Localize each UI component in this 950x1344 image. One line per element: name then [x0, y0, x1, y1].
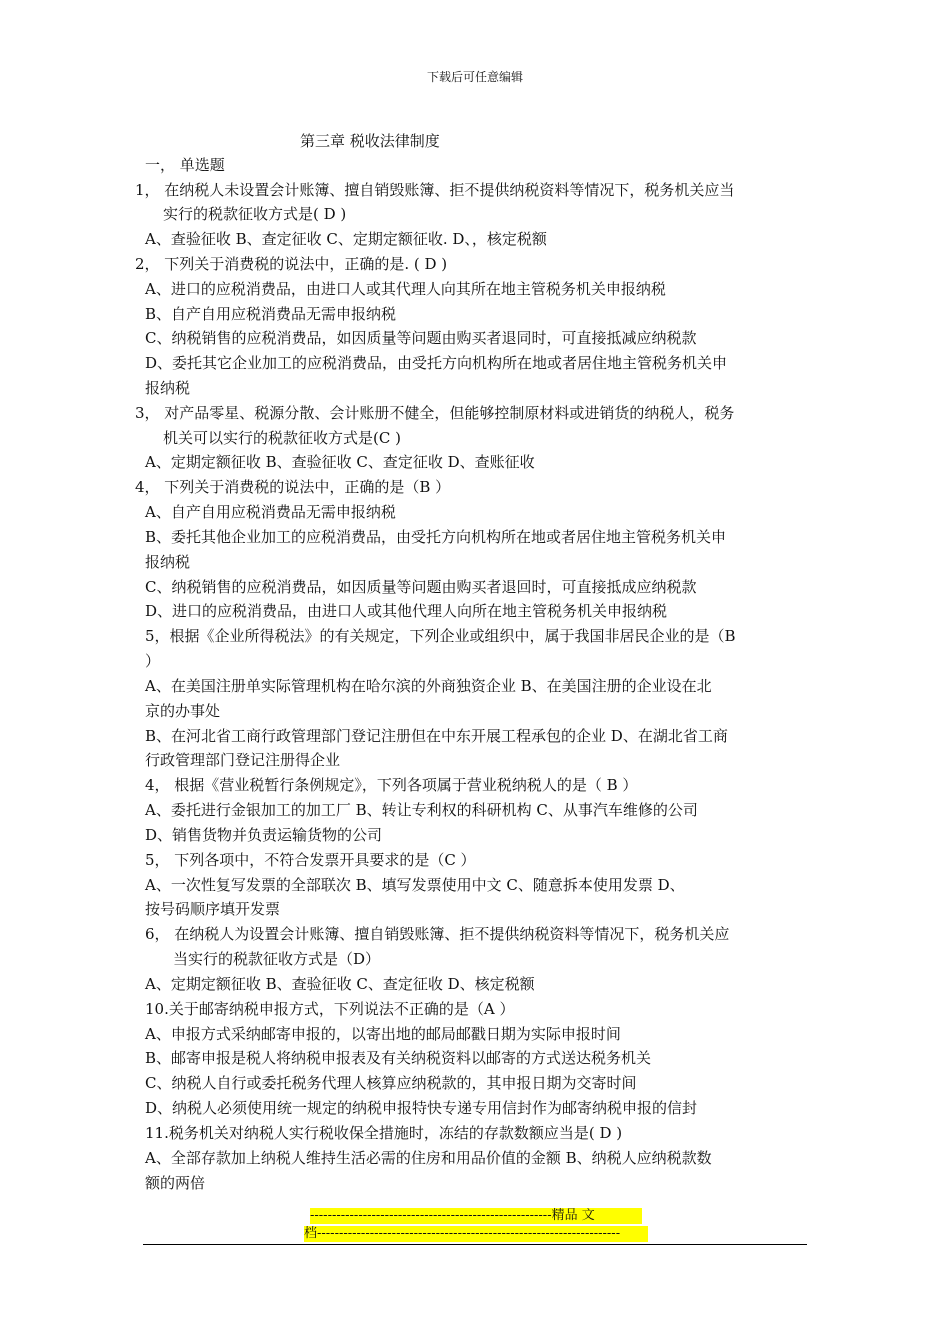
question-10-option-b: B、邮寄申报是税人将纳税申报表及有关纳税资料以邮寄的方式送达税务机关	[145, 1049, 652, 1067]
footer-watermark-line-2: 档---------------------------------------------------------------------	[304, 1226, 648, 1242]
question-3-stem: 3， 对产品零星、税源分散、会计账册不健全，但能够控制原材料或进销货的纳税人，税务	[135, 404, 735, 422]
question-7-options: A、一次性复写发票的全部联次 B、填写发票使用中文 C、随意拆本使用发票 D、	[145, 876, 685, 894]
chapter-title: 第三章 税收法律制度	[300, 132, 440, 150]
question-4-stem: 4， 下列关于消费税的说法中，正确的是（B ）	[135, 478, 451, 496]
question-5-stem: 5，根据《企业所得税法》的有关规定，下列企业或组织中，属于我国非居民企业的是（B	[145, 627, 736, 645]
question-8-stem: 6， 在纳税人为设置会计账簿、擅自销毁账簿、拒不提供纳税资料等情况下，税务机关应	[145, 925, 730, 943]
question-11-options: A、全部存款加上纳税人维持生活必需的住房和用品价值的金额 B、纳税人应纳税款数	[145, 1149, 712, 1167]
question-6-option-d: D、销售货物并负责运输货物的公司	[145, 826, 383, 844]
question-6-options: A、委托进行金银加工的加工厂 B、转让专利权的科研机构 C、从事汽车维修的公司	[145, 801, 698, 819]
question-2-stem: 2， 下列关于消费税的说法中，正确的是. ( D )	[135, 255, 448, 273]
question-10-stem: 10.关于邮寄纳税申报方式，下列说法不正确的是（A ）	[145, 1000, 515, 1018]
question-2-option-a: A、进口的应税消费品，由进口人或其代理人向其所在地主管税务机关申报纳税	[145, 280, 666, 298]
question-4-option-b: B、委托其他企业加工的应税消费品，由受托方向机构所在地或者居住地主管税务机关申	[145, 528, 727, 546]
question-2-option-c: C、纳税销售的应税消费品，如因质量等问题由购买者退同时，可直接抵减应纳税款	[145, 329, 697, 347]
question-5-stem-cont: ）	[145, 652, 161, 670]
question-4-option-a: A、自产自用应税消费品无需申报纳税	[145, 503, 396, 521]
question-4-option-b-cont: 报纳税	[145, 553, 191, 571]
question-10-option-a: A、申报方式采纳邮寄申报的，以寄出地的邮局邮戳日期为实际申报时间	[145, 1025, 621, 1043]
question-1-stem-cont: 实行的税款征收方式是( D )	[163, 205, 347, 223]
question-1-stem: 1， 在纳税人未设置会计账簿、擅自销毁账簿、拒不提供纳税资料等情况下，税务机关应当	[135, 181, 735, 199]
question-1-options: A、查验征收 B、查定征收 C、定期定额征收. D、，核定税额	[145, 230, 547, 248]
section-heading: 一， 单选题	[145, 156, 225, 174]
footer-divider	[143, 1244, 807, 1245]
question-2-option-d-cont: 报纳税	[145, 379, 191, 397]
question-7-stem: 5， 下列各项中，不符合发票开具要求的是（C ）	[145, 851, 476, 869]
question-4-option-d: D、进口的应税消费品，由进口人或其他代理人向所在地主管税务机关申报纳税	[145, 602, 668, 620]
question-10-option-c: C、纳税人自行或委托税务代理人核算应纳税款的，其申报日期为交寄时间	[145, 1074, 637, 1092]
question-5-options-cd: B、在河北省工商行政管理部门登记注册但在中东开展工程承包的企业 D、在湖北省工商	[145, 727, 728, 745]
question-3-options: A、定期定额征收 B、查验征收 C、查定征收 D、查账征收	[145, 453, 535, 471]
question-4-option-c: C、纳税销售的应税消费品，如因质量等问题由购买者退回时，可直接抵成应纳税款	[145, 578, 697, 596]
question-2-option-b: B、自产自用应税消费品无需申报纳税	[145, 305, 397, 323]
question-2-option-d: D、委托其它企业加工的应税消费品，由受托方向机构所在地或者居住地主管税务机关申	[145, 354, 728, 372]
footer-watermark-line-1: -------------------------------------------------------精品 文	[310, 1208, 642, 1224]
question-6-stem: 4， 根据《营业税暂行条例规定》，下列各项属于营业税纳税人的是（ B ）	[145, 776, 638, 794]
question-5-options-cd-cont: 行政管理部门登记注册得企业	[145, 751, 341, 769]
question-11-options-cont: 额的两倍	[145, 1174, 206, 1192]
question-5-options-ab: A、在美国注册单实际管理机构在哈尔滨的外商独资企业 B、在美国注册的企业设在北	[145, 677, 712, 695]
question-11-stem: 11.税务机关对纳税人实行税收保全措施时，冻结的存款数额应当是( D )	[145, 1124, 623, 1142]
question-7-options-cont: 按号码顺序填开发票	[145, 900, 281, 918]
question-3-stem-cont: 机关可以实行的税款征收方式是(C )	[163, 429, 401, 447]
question-8-options: A、定期定额征收 B、查验征收 C、查定征收 D、核定税额	[145, 975, 535, 993]
question-8-stem-cont: 当实行的税款征收方式是（D）	[173, 950, 381, 968]
page-header: 下载后可任意编辑	[426, 70, 523, 84]
question-10-option-d: D、纳税人必须使用统一规定的纳税申报特快专递专用信封作为邮寄纳税申报的信封	[145, 1099, 698, 1117]
question-5-options-ab-cont: 京的办事处	[145, 702, 221, 720]
